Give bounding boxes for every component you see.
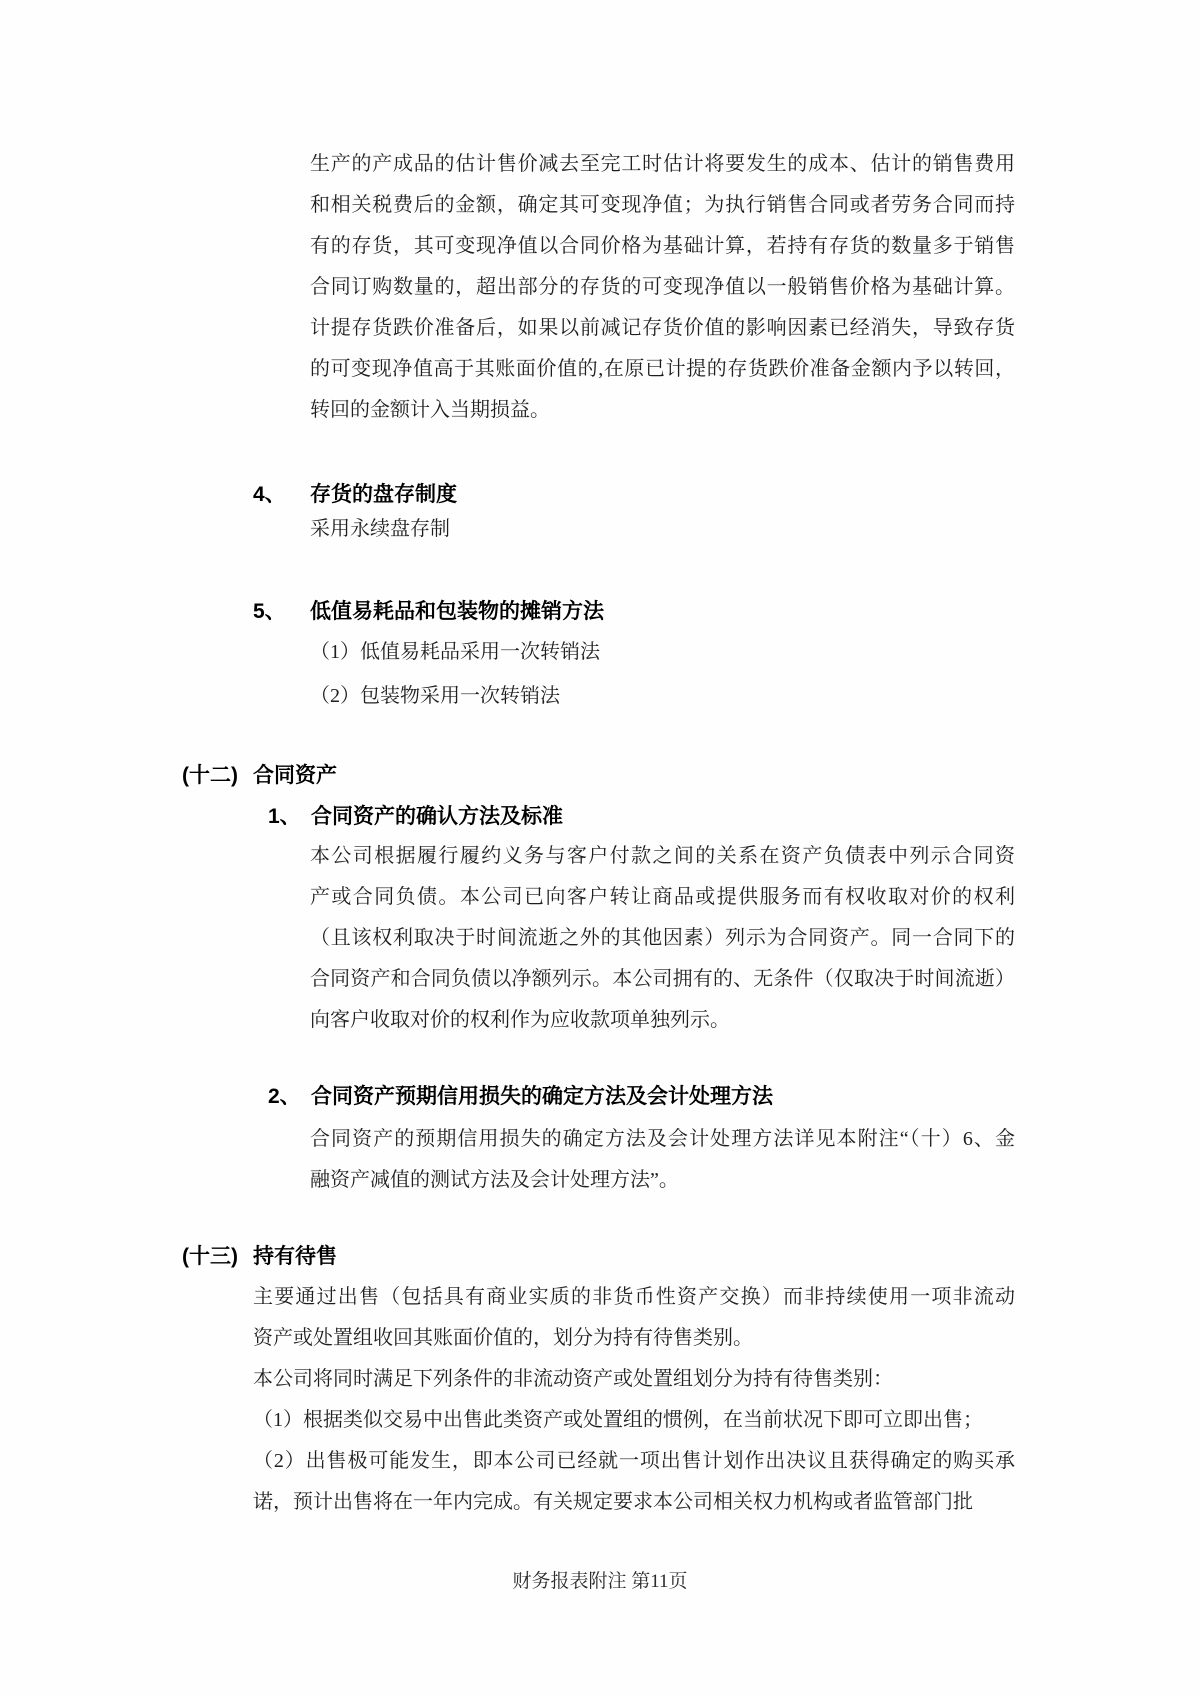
section4-number: 4、 <box>253 483 286 506</box>
section12-title: 合同资产 <box>253 764 337 787</box>
section13-paragraph1: 主要通过出售（包括具有商业实质的非货币性资产交换）而非持续使用一项非流动 资产或处置组收回其账面价值的，划分为持有待售类别。 <box>253 1286 1015 1349</box>
section12-sub2-body: 合同资产的预期信用损失的确定方法及会计处理方法详见本附注“（十）6、金 融资产减值的测试方法及会计处理方法”。 <box>310 1128 1015 1191</box>
section5-number: 5、 <box>253 600 286 623</box>
section4-heading <box>253 480 457 510</box>
section12-sub1-number: 1、 <box>268 805 301 828</box>
section12-sub1-body: 本公司根据履行履约义务与客户付款之间的关系在资产负债表中列示合同资 产或合同负债。本公司已向客户转让商品或提供服务而有权收取对价的权利 （且该权利取决于时间流逝之外的其他因素）列示为合同资产。同一合同下的 合同资产和合同负债以净额列示。本公司拥有的、无条件（仅取决于时间流逝） 向客户收取对价的权利作为应收款项单独列示。 <box>310 845 1015 1031</box>
section5-item2: （2）包装物采用一次转销法 <box>310 685 560 707</box>
section13-paragraph3: （1）根据类似交易中出售此类资产或处置组的惯例，在当前状况下即可立即出售； <box>253 1409 983 1431</box>
section12-sub2-title: 合同资产预期信用损失的确定方法及会计处理方法 <box>311 1085 773 1108</box>
page-footer: 财务报表附注 第11页 <box>512 1571 688 1592</box>
section12-sub2-heading <box>268 1082 773 1112</box>
section13-heading <box>182 1242 337 1272</box>
section13-label: (十三) <box>182 1245 238 1268</box>
section12-sub2-number: 2、 <box>268 1085 301 1108</box>
section4-title: 存货的盘存制度 <box>310 483 457 506</box>
section5-title: 低值易耗品和包装物的摊销方法 <box>310 600 604 623</box>
section13-title: 持有待售 <box>253 1245 337 1268</box>
section5-item1: （1）低值易耗品采用一次转销法 <box>310 641 600 663</box>
paragraph-inventory-nrv: 生产的产成品的估计售价减去至完工时估计将要发生的成本、估计的销售费用 和相关税费后的金额，确定其可变现净值；为执行销售合同或者劳务合同而持 有的存货，其可变现净值以合同价格为基础计算，若持有存货的数量多于销售 合同订购数量的，超出部分的存货的可变现净值以一般销售价格为基础计算。 计提存货跌价准备后，如果以前减记存货价值的影响因素已经消失，导致存货 的可变现净值高于其账面价值的,在原已计提的存货跌价准备金额内予以转回， 转回的金额计入当期损益。 <box>310 153 1015 421</box>
section4-body: 采用永续盘存制 <box>310 518 450 540</box>
section12-sub1-heading <box>268 802 563 832</box>
section13-paragraph4: （2）出售极可能发生，即本公司已经就一项出售计划作出决议且获得确定的购买承 诺，预计出售将在一年内完成。有关规定要求本公司相关权力机构或者监管部门批 <box>253 1450 1015 1513</box>
section12-sub1-title: 合同资产的确认方法及标准 <box>311 805 563 828</box>
section5-heading <box>253 597 604 627</box>
section13-paragraph2: 本公司将同时满足下列条件的非流动资产或处置组划分为持有待售类别： <box>253 1368 893 1390</box>
section12-heading <box>182 761 337 791</box>
section12-label: (十二) <box>182 764 238 787</box>
